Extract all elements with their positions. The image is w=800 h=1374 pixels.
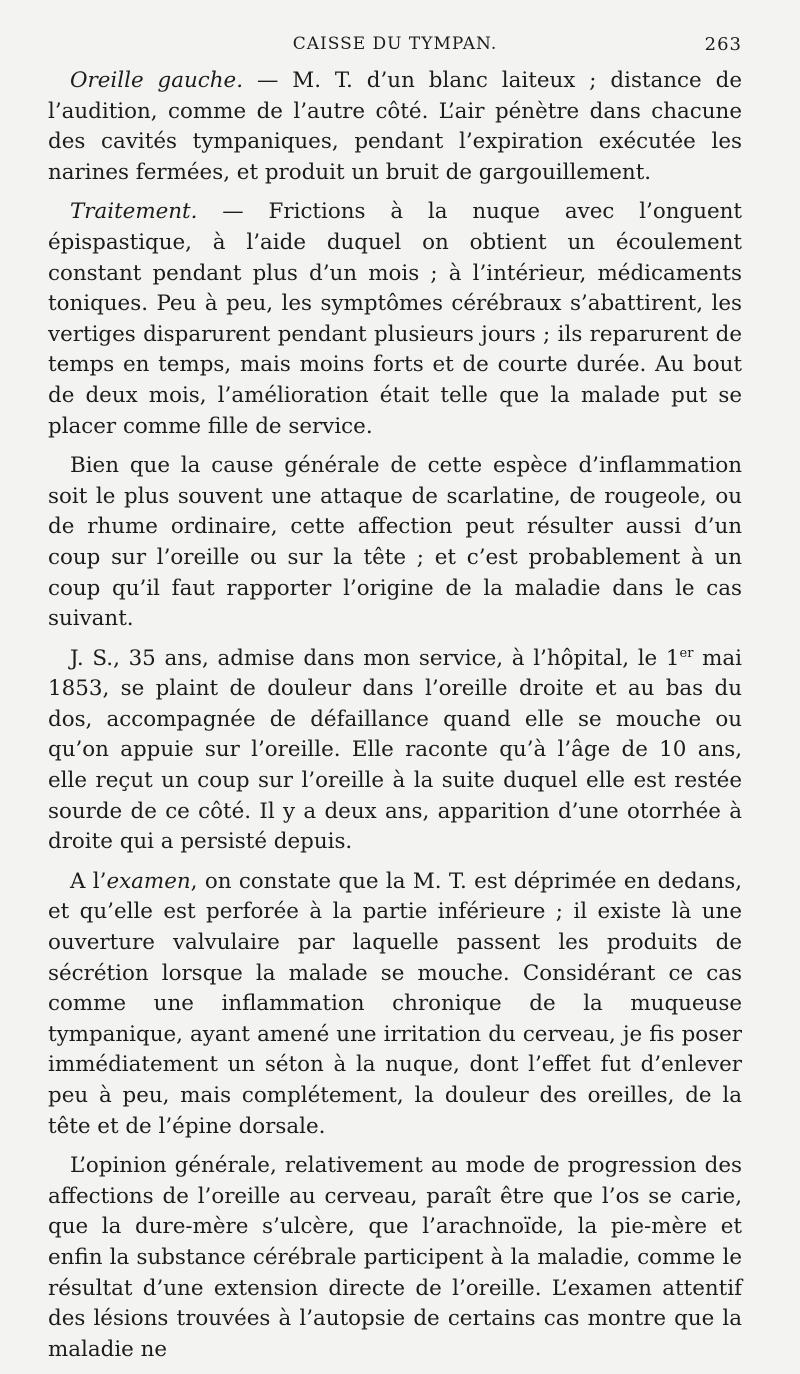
- running-title: CAISSE DU TYMPAN.: [292, 34, 498, 54]
- paragraph-text: — Frictions à la nuque avec l’onguent épispastique, à l’aide duquel on obtient un écoulement constant pendant plus d’un mois ; à l’intérieur, médicaments toniques. Peu à peu, les symptômes cérébraux s’abattirent, les vertiges disparurent pendant plusieurs jours ; ils reparurent de temps en temps, mais moins forts et de courte durée. Au bout de deux mois, l’amélioration était telle que la malade put se placer comme fille de service.: [48, 199, 742, 439]
- paragraph-text: L’opinion générale, relativement au mode de progression des affections de l’oreille au cerveau, paraît être que l’os se carie, que la dure-mère s’ulcère, que l’arachnoïde, la pie-mère et enfin la substance cérébrale participent à la maladie, comme le résultat d’une extension directe de l’oreille. L’examen attentif des lésions trouvées à l’autopsie de certains cas montre que la maladie ne: [48, 1153, 742, 1362]
- paragraph-text: J. S., 35 ans, admise dans mon service, à l’hôpital, le 1: [70, 645, 680, 671]
- page-header: [48, 30, 742, 64]
- ordinal-superscript: er: [679, 645, 694, 661]
- paragraph-text: — M. T. d’un blanc laiteux ; distance de l’audition, comme de l’autre côté. L’air pénètre dans chacune des cavités tympaniques, pendant l’expiration exécutée les narines fermées, et produit un bruit de gargouillement.: [48, 68, 742, 185]
- paragraph-lead: examen: [106, 868, 191, 894]
- paragraph-oreille-gauche: [48, 66, 742, 188]
- paragraph-text-continued: mai 1853, se plaint de douleur dans l’oreille droite et au bas du dos, accompagnée de défaillance quand elle se mouche ou qu’on appuie sur l’oreille. Elle raconte qu’à l’âge de 10 ans, elle reçut un coup sur l’oreille à la suite duquel elle est restée sourde de ce côté. Il y a deux ans, apparition d’une otorrhée à droite qui a persisté depuis.: [48, 645, 742, 855]
- paragraph-lead: Oreille gauche.: [70, 68, 243, 93]
- paragraph-text: Bien que la cause générale de cette espèce d’inflammation soit le plus souvent une attaque de scarlatine, de rougeole, ou de rhume ordinaire, cette affection peut résulter aussi d’un coup sur l’oreille ou sur la tête ; et c’est probablement à un coup qu’il faut rapporter l’origine de la maladie dans le cas suivant.: [48, 453, 742, 632]
- paragraph-lead: Traitement.: [70, 199, 198, 225]
- paragraph-traitement: [48, 197, 742, 442]
- page-number: 263: [704, 34, 742, 55]
- paragraph-case-js: [48, 644, 742, 858]
- paragraph-text: , on constate que la M. T. est déprimée en dedans, et qu’elle est perforée à la partie inférieure ; il existe là une ouverture valvulaire par laquelle passent les produits de sécrétion lorsque la malade se mouche. Considérant ce cas comme une inflammation chronique de la muqueuse tympanique, ayant amené une irritation du cerveau, je fis poser immédiatement un séton à la nuque, dont l’effet fut d’enlever peu à peu, mais complétement, la douleur des oreilles, de la tête et de l’épine dorsale.: [48, 868, 742, 1139]
- paragraph-prefix: A l’: [70, 868, 107, 894]
- paragraph-opinion: [48, 1151, 742, 1365]
- paragraph-cause: [48, 451, 742, 635]
- page-body: [48, 66, 742, 1374]
- paragraph-examen: [48, 867, 742, 1142]
